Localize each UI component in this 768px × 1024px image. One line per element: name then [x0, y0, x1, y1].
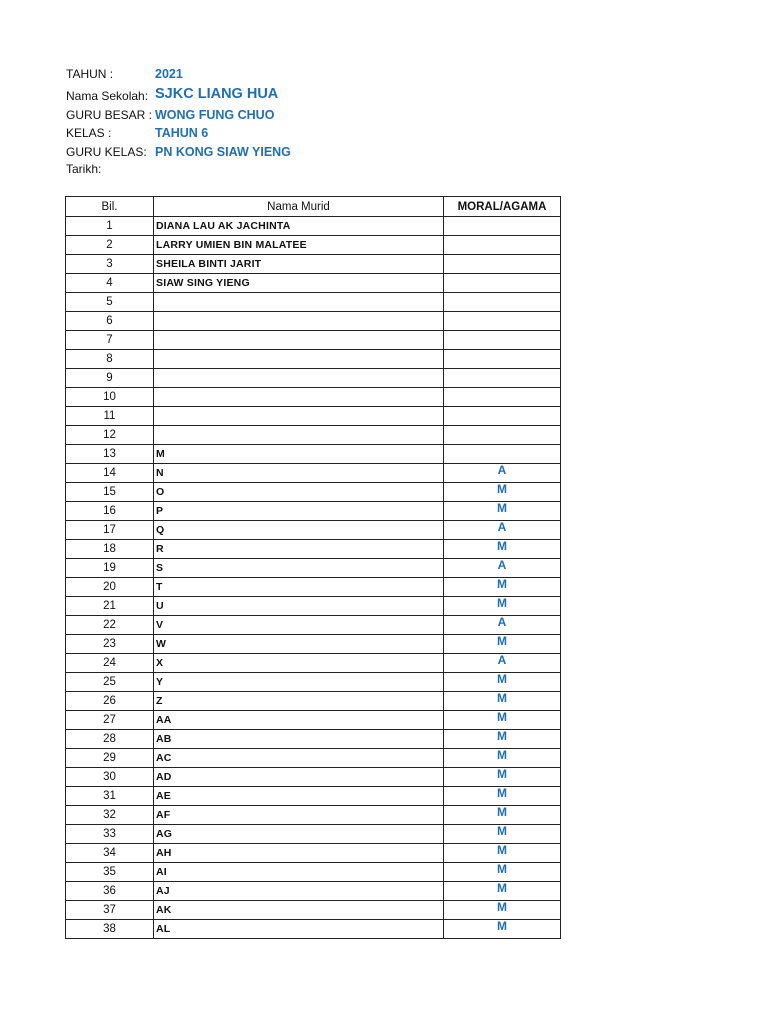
table-row — [66, 920, 561, 939]
moral-agama-cell: M — [444, 920, 561, 939]
moral-agama-cell: M — [444, 540, 561, 559]
bil-cell: 27 — [66, 711, 154, 730]
moral-agama-cell — [444, 350, 561, 369]
student-name-cell: U — [154, 597, 444, 616]
table-row — [66, 236, 561, 255]
student-name-cell — [154, 312, 444, 331]
bil-cell: 4 — [66, 274, 154, 293]
bil-cell: 29 — [66, 749, 154, 768]
student-name-cell — [154, 369, 444, 388]
moral-agama-cell — [444, 445, 561, 464]
student-name-cell: M — [154, 445, 444, 464]
moral-agama-cell: M — [444, 901, 561, 920]
bil-cell: 17 — [66, 521, 154, 540]
moral-agama-cell — [444, 426, 561, 445]
bil-cell: 2 — [66, 236, 154, 255]
table-row — [66, 844, 561, 863]
moral-agama-cell: M — [444, 673, 561, 692]
kelas-label: KELAS : — [66, 126, 112, 140]
student-name-cell — [154, 388, 444, 407]
table-row — [66, 502, 561, 521]
student-name-cell: W — [154, 635, 444, 654]
table-row — [66, 787, 561, 806]
student-name-cell — [154, 293, 444, 312]
bil-cell: 33 — [66, 825, 154, 844]
moral-agama-cell: M — [444, 692, 561, 711]
bil-cell: 22 — [66, 616, 154, 635]
table-row — [66, 255, 561, 274]
table-row — [66, 730, 561, 749]
student-name-cell: V — [154, 616, 444, 635]
moral-agama-cell: M — [444, 787, 561, 806]
student-name-cell: SHEILA BINTI JARIT — [154, 255, 444, 274]
student-name-cell: AC — [154, 749, 444, 768]
table-row — [66, 464, 561, 483]
moral-agama-cell: M — [444, 730, 561, 749]
bil-cell: 16 — [66, 502, 154, 521]
table-row — [66, 540, 561, 559]
student-name-cell: AE — [154, 787, 444, 806]
table-row — [66, 312, 561, 331]
table-row — [66, 426, 561, 445]
student-name-cell: AJ — [154, 882, 444, 901]
moral-agama-cell — [444, 331, 561, 350]
table-row — [66, 654, 561, 673]
table-row — [66, 901, 561, 920]
student-name-cell: P — [154, 502, 444, 521]
guru-besar-value: WONG FUNG CHUO — [155, 108, 275, 122]
table-row — [66, 559, 561, 578]
bil-cell: 28 — [66, 730, 154, 749]
student-name-cell: Z — [154, 692, 444, 711]
table-body — [66, 217, 561, 939]
bil-cell: 32 — [66, 806, 154, 825]
moral-agama-cell — [444, 236, 561, 255]
table-header-row — [66, 197, 561, 217]
student-name-cell: DIANA LAU AK JACHINTA — [154, 217, 444, 236]
table-row — [66, 616, 561, 635]
moral-agama-cell — [444, 274, 561, 293]
student-name-cell: AI — [154, 863, 444, 882]
moral-agama-column-header: MORAL/AGAMA — [444, 197, 561, 217]
moral-agama-cell: M — [444, 825, 561, 844]
student-name-cell: N — [154, 464, 444, 483]
table-row — [66, 274, 561, 293]
student-name-cell — [154, 350, 444, 369]
moral-agama-cell: M — [444, 806, 561, 825]
moral-agama-cell: M — [444, 483, 561, 502]
moral-agama-cell: M — [444, 749, 561, 768]
student-name-cell: LARRY UMIEN BIN MALATEE — [154, 236, 444, 255]
table-row — [66, 388, 561, 407]
tahun-label: TAHUN : — [66, 67, 114, 81]
moral-agama-cell: M — [444, 711, 561, 730]
bil-cell: 13 — [66, 445, 154, 464]
table-row — [66, 768, 561, 787]
moral-agama-cell: A — [444, 521, 561, 540]
table-row — [66, 293, 561, 312]
student-name-cell: T — [154, 578, 444, 597]
kelas-value: TAHUN 6 — [155, 126, 209, 140]
tahun-value: 2021 — [155, 67, 183, 81]
moral-agama-cell — [444, 293, 561, 312]
bil-cell: 5 — [66, 293, 154, 312]
table-row — [66, 635, 561, 654]
sekolah-label: Nama Sekolah: — [66, 89, 149, 103]
student-name-cell: Q — [154, 521, 444, 540]
bil-cell: 26 — [66, 692, 154, 711]
student-name-cell — [154, 426, 444, 445]
moral-agama-cell: M — [444, 597, 561, 616]
table-row — [66, 445, 561, 464]
bil-cell: 15 — [66, 483, 154, 502]
student-table — [65, 196, 561, 939]
table-row — [66, 806, 561, 825]
bil-cell: 35 — [66, 863, 154, 882]
bil-cell: 11 — [66, 407, 154, 426]
student-name-cell: AD — [154, 768, 444, 787]
bil-cell: 3 — [66, 255, 154, 274]
moral-agama-cell: A — [444, 654, 561, 673]
student-name-cell: AA — [154, 711, 444, 730]
guru-besar-label: GURU BESAR : — [66, 108, 153, 122]
sekolah-value: SJKC LIANG HUA — [155, 86, 279, 102]
bil-cell: 10 — [66, 388, 154, 407]
bil-cell: 38 — [66, 920, 154, 939]
student-name-cell: AL — [154, 920, 444, 939]
student-name-cell: AF — [154, 806, 444, 825]
bil-cell: 9 — [66, 369, 154, 388]
table-row — [66, 711, 561, 730]
moral-agama-cell: M — [444, 863, 561, 882]
table-row — [66, 749, 561, 768]
bil-cell: 31 — [66, 787, 154, 806]
student-name-cell: R — [154, 540, 444, 559]
bil-cell: 37 — [66, 901, 154, 920]
bil-cell: 21 — [66, 597, 154, 616]
moral-agama-cell — [444, 407, 561, 426]
bil-cell: 34 — [66, 844, 154, 863]
moral-agama-cell: M — [444, 635, 561, 654]
table-row — [66, 407, 561, 426]
bil-cell: 18 — [66, 540, 154, 559]
bil-cell: 8 — [66, 350, 154, 369]
student-name-cell: O — [154, 483, 444, 502]
moral-agama-cell — [444, 312, 561, 331]
bil-cell: 20 — [66, 578, 154, 597]
guru-kelas-value: PN KONG SIAW YIENG — [155, 145, 291, 159]
moral-agama-cell: M — [444, 502, 561, 521]
guru-kelas-label: GURU KELAS: — [66, 145, 147, 159]
bil-cell: 25 — [66, 673, 154, 692]
student-name-cell: AG — [154, 825, 444, 844]
table-row — [66, 350, 561, 369]
moral-agama-cell: A — [444, 464, 561, 483]
bil-cell: 7 — [66, 331, 154, 350]
table-row — [66, 331, 561, 350]
bil-cell: 1 — [66, 217, 154, 236]
moral-agama-cell: A — [444, 616, 561, 635]
table-row — [66, 863, 561, 882]
bil-cell: 12 — [66, 426, 154, 445]
student-name-cell: X — [154, 654, 444, 673]
moral-agama-cell: M — [444, 578, 561, 597]
table-row — [66, 692, 561, 711]
table-row — [66, 521, 561, 540]
moral-agama-cell — [444, 369, 561, 388]
bil-cell: 19 — [66, 559, 154, 578]
moral-agama-cell — [444, 255, 561, 274]
moral-agama-cell: M — [444, 844, 561, 863]
nama-murid-column-header: Nama Murid — [154, 197, 444, 217]
moral-agama-cell — [444, 217, 561, 236]
student-name-cell — [154, 331, 444, 350]
table-row — [66, 578, 561, 597]
student-name-cell: AK — [154, 901, 444, 920]
bil-cell: 36 — [66, 882, 154, 901]
bil-column-header: Bil. — [66, 197, 154, 217]
table-row — [66, 217, 561, 236]
bil-cell: 14 — [66, 464, 154, 483]
moral-agama-cell — [444, 388, 561, 407]
tarikh-label: Tarikh: — [66, 162, 102, 176]
student-name-cell: Y — [154, 673, 444, 692]
bil-cell: 30 — [66, 768, 154, 787]
moral-agama-cell: A — [444, 559, 561, 578]
table-row — [66, 597, 561, 616]
moral-agama-cell: M — [444, 882, 561, 901]
bil-cell: 24 — [66, 654, 154, 673]
table-row — [66, 673, 561, 692]
bil-cell: 23 — [66, 635, 154, 654]
table-row — [66, 369, 561, 388]
student-name-cell — [154, 407, 444, 426]
moral-agama-cell: M — [444, 768, 561, 787]
student-name-cell: SIAW SING YIENG — [154, 274, 444, 293]
student-name-cell: AH — [154, 844, 444, 863]
student-name-cell: AB — [154, 730, 444, 749]
table-row — [66, 483, 561, 502]
bil-cell: 6 — [66, 312, 154, 331]
student-name-cell: S — [154, 559, 444, 578]
table-row — [66, 825, 561, 844]
table-row — [66, 882, 561, 901]
